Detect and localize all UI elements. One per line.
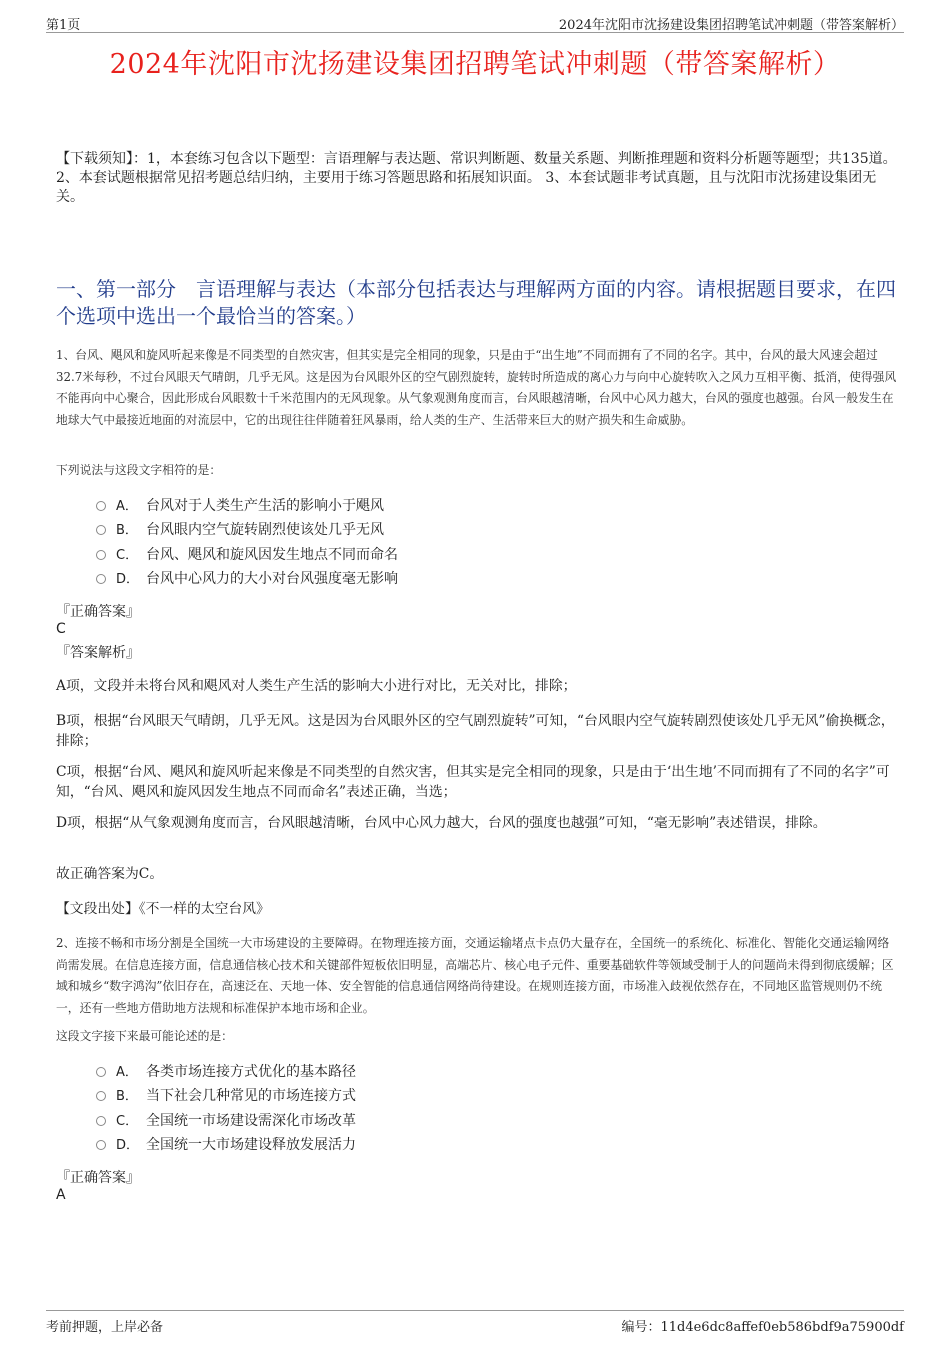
question-2-prompt: 这段文字接下来最可能论述的是： [56,1029,233,1043]
option-d[interactable]: D． 台风中心风力的大小对台风强度毫无影响 [96,567,398,591]
option-c[interactable]: C． 全国统一市场建设需深化市场改革 [96,1109,356,1133]
option-b[interactable]: B． 当下社会几种常见的市场连接方式 [96,1084,356,1108]
radio-icon[interactable] [96,574,106,584]
option-a[interactable]: A． 台风对于人类生产生活的影响小于飓风 [96,494,398,518]
option-a[interactable]: A． 各类市场连接方式优化的基本路径 [96,1060,356,1084]
page-number: 第1页 [46,18,81,33]
question-2-stem: 2、连接不畅和市场分割是全国统一大市场建设的主要障碍。在物理连接方面，交通运输堵点卡点仍大量存在，全国统一的系统化、标准化、智能化交通运输网络尚需发展。在信息连接方面，信息通信核心技术和关键部件短板依旧明显，高端芯片、核心电子元件、重要基础软件等领域受制于人的问题尚未得到彻底缓解；区域和城乡“数字鸿沟”依旧存在，高速泛在、天地一体、安全智能的信息通信网络尚待建设。在规则连接方面，市场准入歧视依然存在，不同地区监管规则仍不统一，还有一些地方借助地方法规和标准保护本地市场和企业。 [56,936,894,1015]
analysis-label: 『答案解析』 [56,645,140,661]
radio-icon[interactable] [96,1091,106,1101]
radio-icon[interactable] [96,550,106,560]
correct-answer-value: C [56,621,66,637]
section-title: 一、第一部分 言语理解与表达（本部分包括表达与理解两方面的内容。请根据题目要求，在四个选项中选出一个最恰当的答案。） [56,277,896,328]
document-id: 编号：11d4e6dc8affef0eb586bdf9a75900df [621,1320,904,1335]
option-c[interactable]: C． 台风、飓风和旋风因发生地点不同而命名 [96,543,398,567]
page-header [46,12,904,33]
question-1-stem: 1、台风、飓风和旋风听起来像是不同类型的自然灾害，但其实是完全相同的现象，只是由于“出生地”不同而拥有了不同的名字。其中，台风的最大风速会超过32.7米每秒，不过台风眼天气晴朗，几乎无风。这是因为台风眼外区的空气剧烈旋转，旋转时所造成的离心力与向中心旋转吹入之风力互相平衡、抵消，使得强风不能再向中心聚合，因此形成台风眼数十千米范围内的无风现象。从气象观测角度而言，台风眼越清晰，台风中心风力越大，台风的强度也越强。台风一般发生在地球大气中最接近地面的对流层中，它的出现往往伴随着狂风暴雨，给人类的生产、生活带来巨大的财产损失和生命威胁。 [56,348,897,427]
question-2-options [96,1060,356,1158]
radio-icon[interactable] [96,525,106,535]
analysis-conclusion: 故正确答案为C。 [56,866,164,882]
page-title: 2024年沈阳市沈扬建设集团招聘笔试冲刺题（带答案解析） [109,49,841,80]
radio-icon[interactable] [96,1140,106,1150]
analysis-d: D项，根据“从气象观测角度而言，台风眼越清晰，台风中心风力越大，台风的强度也越强”可知，“毫无影响”表述错误，排除。 [56,815,827,831]
text-source: 【文段出处】《不一样的太空台风》 [56,901,270,917]
analysis-a: A项，文段并未将台风和飓风对人类生产生活的影响大小进行对比，无关对比，排除； [56,678,577,694]
radio-icon[interactable] [96,501,106,511]
radio-icon[interactable] [96,1067,106,1077]
download-notice: 【下载须知】：1，本套练习包含以下题型：言语理解与表达题、常识判断题、数量关系题、判断推理题和资料分析题等题型；共135道。 2、本套试题根据常见招考题总结归纳，主要用于练习答题思路和拓展知识面。 3、本套试题非考试真题，且与沈阳市沈扬建设集团无关。 [56,151,897,205]
page-footer [46,1310,904,1337]
footer-slogan: 考前押题，上岸必备 [46,1320,164,1335]
question-1-prompt: 下列说法与这段文字相符的是： [56,463,222,477]
question-1-options [96,494,398,592]
option-b[interactable]: B． 台风眼内空气旋转剧烈使该处几乎无风 [96,518,398,542]
correct-answer-label: 『正确答案』 [56,1170,140,1186]
radio-icon[interactable] [96,1116,106,1126]
correct-answer-label: 『正确答案』 [56,604,140,620]
correct-answer-value: A [56,1187,66,1203]
header-doc-title: 2024年沈阳市沈扬建设集团招聘笔试冲刺题（带答案解析） [558,18,904,33]
analysis-b: B项，根据“台风眼天气晴朗，几乎无风。这是因为台风眼外区的空气剧烈旋转”可知，“台风眼内空气旋转剧烈使该处几乎无风”偷换概念，排除； [56,713,895,749]
analysis-c: C项，根据“台风、飓风和旋风听起来像是不同类型的自然灾害，但其实是完全相同的现象，只是由于‘出生地’不同而拥有了不同的名字”可知，“台风、飓风和旋风因发生地点不同而命名”表述正确，当选； [56,764,890,800]
option-d[interactable]: D． 全国统一大市场建设释放发展活力 [96,1133,356,1157]
